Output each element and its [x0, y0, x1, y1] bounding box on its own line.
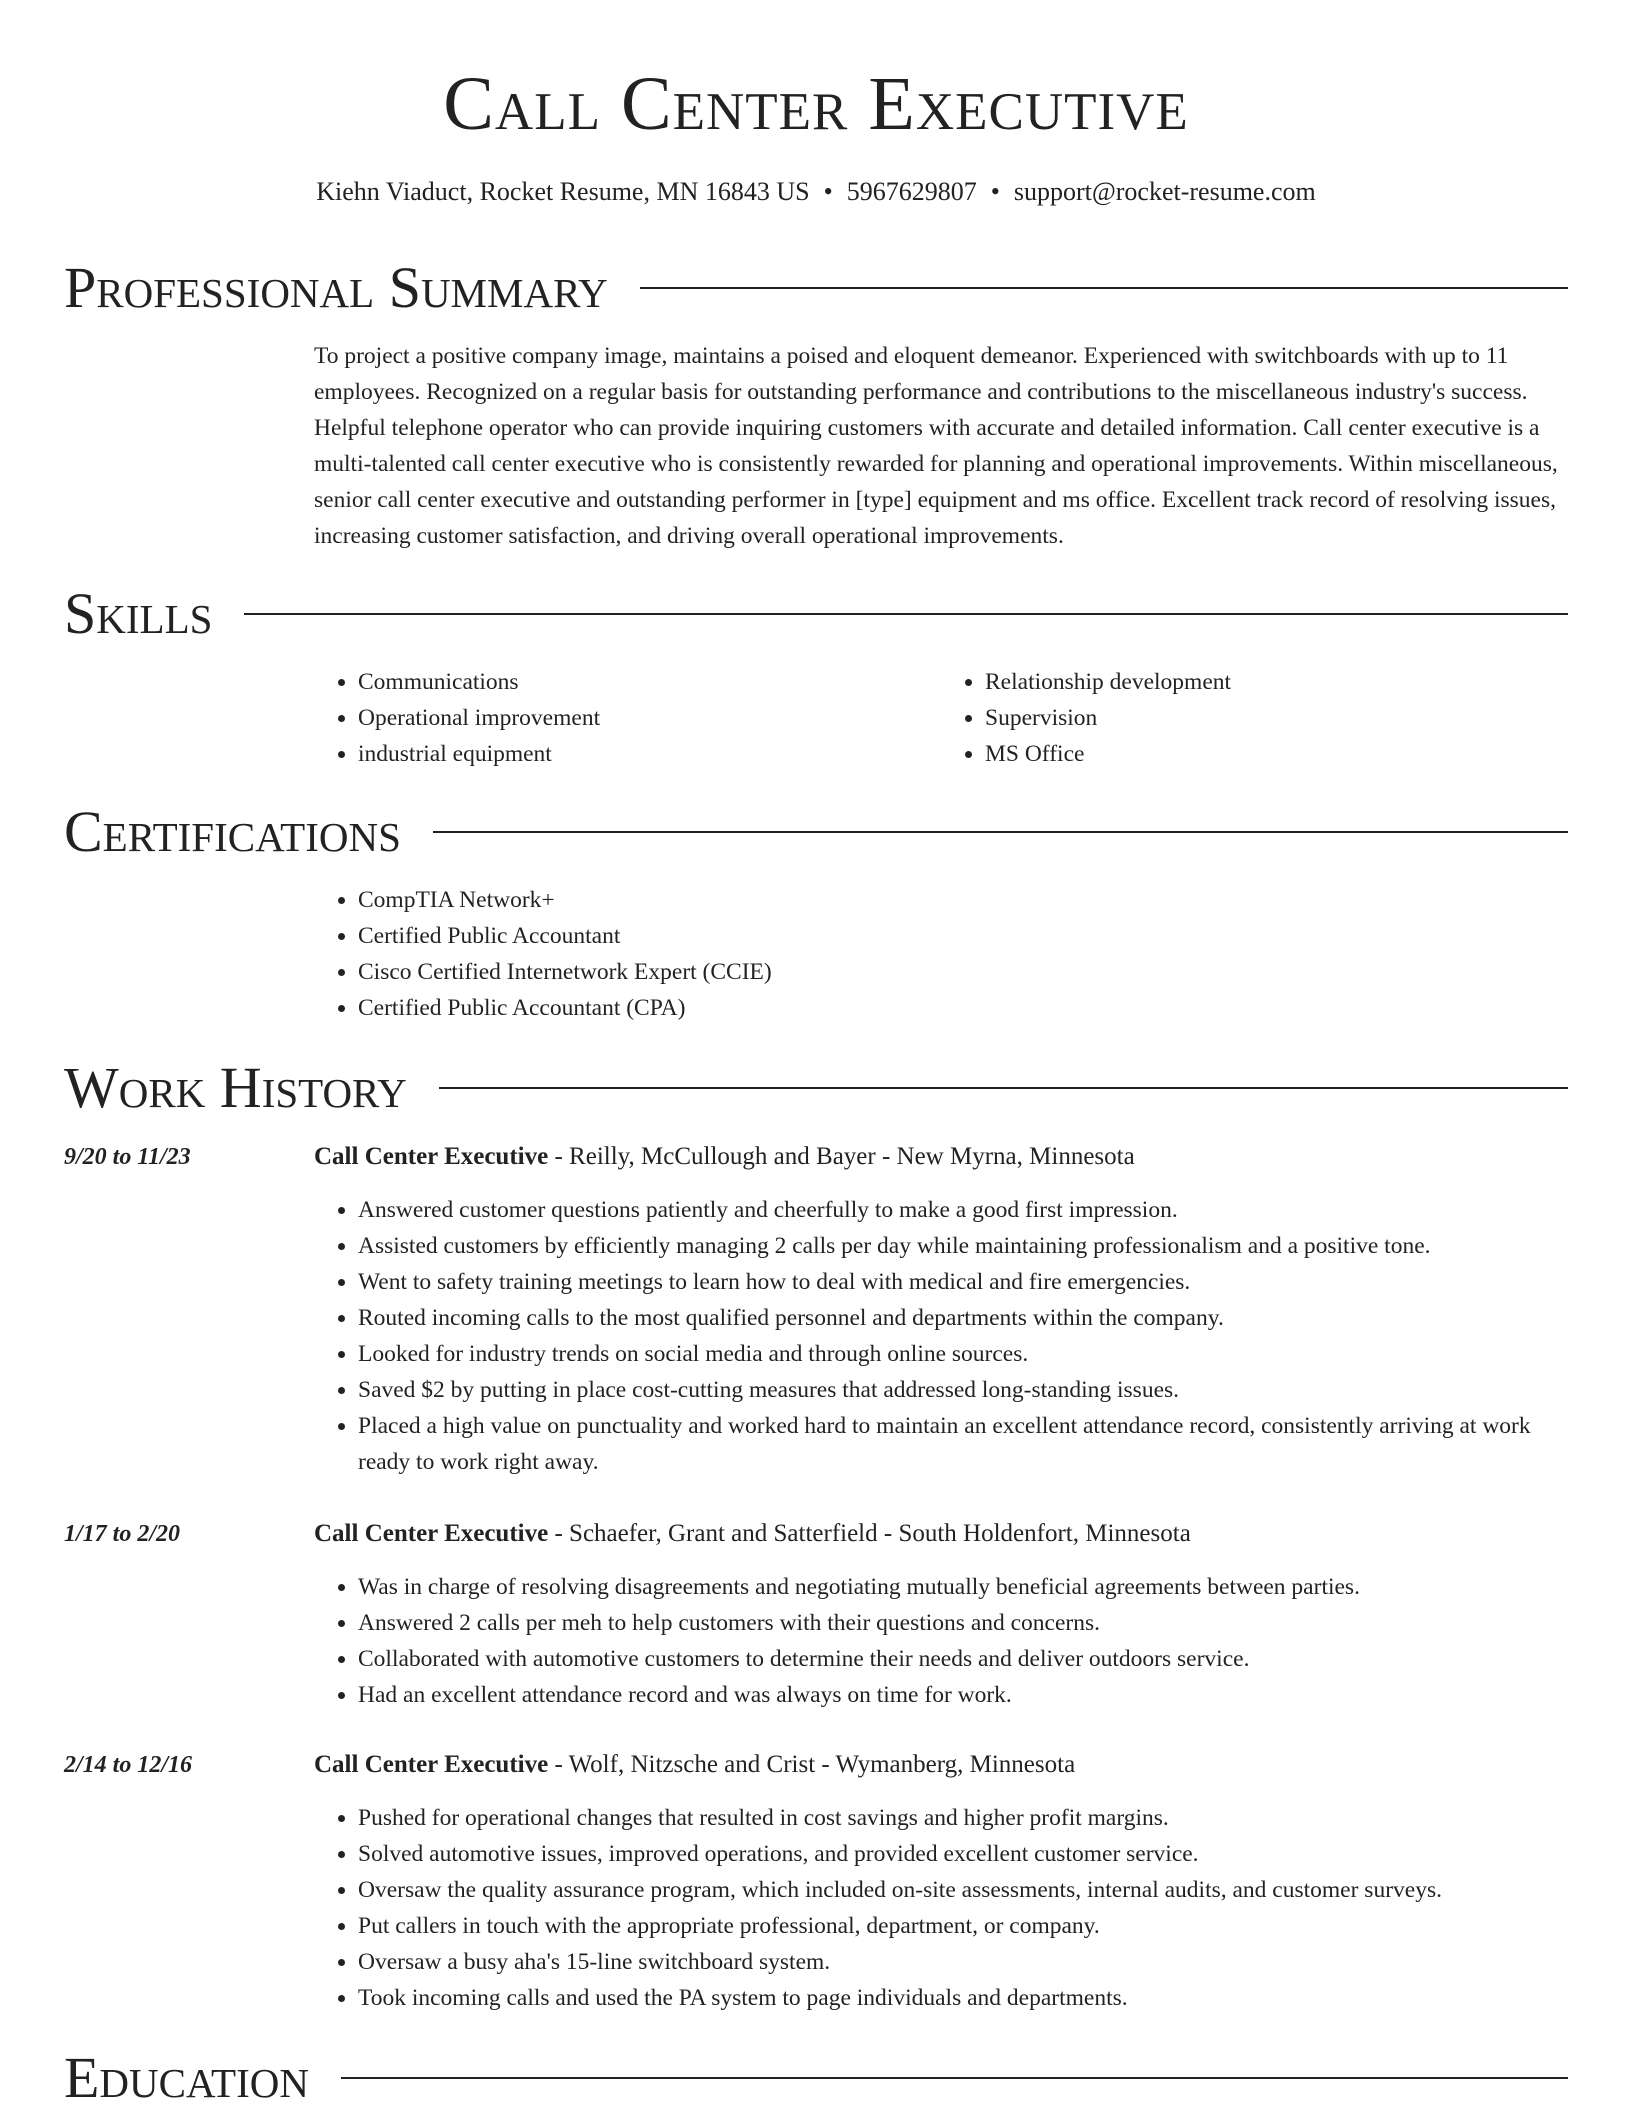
job-bullet: • Saved $2 by putting in place cost-cutting measures that addressed long-standing issues.	[358, 1372, 1568, 1408]
skills-section-header	[64, 580, 1568, 648]
section-divider	[640, 287, 1568, 289]
certifications-block	[314, 882, 1568, 1026]
contact-line	[0, 174, 1632, 210]
job-bullet: • Put callers in touch with the appropriate professional, department, or company.	[358, 1908, 1568, 1944]
skills-list	[314, 664, 1568, 772]
certification-item: • CompTIA Network+	[358, 882, 1568, 918]
job-dates: 2/14 to 12/16	[64, 1752, 193, 1778]
certification-item: • Certified Public Accountant (CPA)	[358, 990, 1568, 1026]
work-history-heading: Work History	[64, 1055, 407, 1120]
job-entry	[314, 1139, 1568, 1480]
job-title: Call Center Executive	[314, 1751, 549, 1778]
job-bullet: • Pushed for operational changes that resulted in cost savings and higher profit margins.	[358, 1800, 1568, 1836]
job-employer: - Reilly, McCullough and Bayer - New Myrna, Minnesota	[548, 1143, 1135, 1170]
job-title-line	[314, 1139, 1568, 1175]
job-bullet: • Collaborated with automotive customers to determine their needs and deliver outdoors service.	[358, 1641, 1568, 1677]
skills-heading: Skills	[64, 581, 213, 646]
job-entry	[314, 1747, 1568, 2016]
section-divider	[244, 613, 1568, 615]
skill-item: • industrial equipment	[358, 736, 941, 772]
certification-item: • Cisco Certified Internetwork Expert (CCIE)	[358, 954, 1568, 990]
job-bullet: • Placed a high value on punctuality and worked hard to maintain an excellent attendance record, consistently arriving at work ready to work right away.	[358, 1408, 1568, 1480]
job-bullet: • Answered 2 calls per meh to help customers with their questions and concerns.	[358, 1605, 1568, 1641]
section-divider	[439, 1087, 1568, 1089]
skill-item: • Relationship development	[985, 664, 1568, 700]
summary-block	[314, 338, 1568, 554]
job-bullet: • Oversaw the quality assurance program, which included on-site assessments, internal audits, and customer surveys.	[358, 1872, 1568, 1908]
job-bullet: • Answered customer questions patiently and cheerfully to make a good first impression.	[358, 1192, 1568, 1228]
contact-separator: •	[990, 177, 1000, 206]
certifications-heading: Certifications	[64, 799, 401, 864]
job-bullet: • Had an excellent attendance record and was always on time for work.	[358, 1677, 1568, 1713]
skill-item: • MS Office	[985, 736, 1568, 772]
job-bullets	[314, 1192, 1568, 1480]
certifications-list	[314, 882, 1568, 1026]
summary-text: To project a positive company image, maintains a poised and eloquent demeanor. Experienced with switchboards with up to 11 employees. Recognized on a regular basis for outstanding performance and contributions to the miscellaneous industry's success. Helpful telephone operator who can provide inquiring customers with accurate and detailed information. Call center executive is a multi-talented call center executive who is consistently rewarded for planning and operational improvements. Within miscellaneous, senior call center executive and outstanding performer in [type] equipment and ms office. Excellent track record of resolving issues, increasing customer satisfaction, and driving overall operational improvements.	[314, 343, 1558, 549]
skills-column-left	[314, 664, 941, 772]
certification-item: • Certified Public Accountant	[358, 918, 1568, 954]
job-entry	[314, 1516, 1568, 1713]
contact-phone: 5967629807	[846, 177, 977, 206]
education-section-header	[64, 2044, 1568, 2112]
skills-column-right	[941, 664, 1568, 772]
section-divider	[341, 2077, 1568, 2079]
skill-item: • Supervision	[985, 700, 1568, 736]
section-divider	[433, 831, 1568, 833]
summary-heading: Professional Summary	[64, 255, 608, 320]
job-dates: 1/17 to 2/20	[64, 1521, 181, 1547]
job-title: Call Center Executive	[314, 1143, 549, 1170]
job-bullet: • Was in charge of resolving disagreements and negotiating mutually beneficial agreements between parties.	[358, 1569, 1568, 1605]
job-bullets	[314, 1569, 1568, 1713]
summary-section-header	[64, 254, 1568, 322]
job-title-line	[314, 1747, 1568, 1783]
job-bullet: • Routed incoming calls to the most qualified personnel and departments within the company.	[358, 1300, 1568, 1336]
job-bullet: • Oversaw a busy aha's 15-line switchboard system.	[358, 1944, 1568, 1980]
work-history-section-header	[64, 1054, 1568, 1122]
education-heading: Education	[64, 2045, 309, 2110]
job-bullets	[314, 1800, 1568, 2016]
job-bullet: • Looked for industry trends on social media and through online sources.	[358, 1336, 1568, 1372]
contact-address: Kiehn Viaduct, Rocket Resume, MN 16843 US	[316, 177, 810, 206]
resume-name: Call Center Executive	[443, 62, 1189, 146]
job-employer: - Wolf, Nitzsche and Crist - Wymanberg, Minnesota	[548, 1751, 1076, 1778]
job-title: Call Center Executive	[314, 1520, 549, 1547]
job-bullet: • Assisted customers by efficiently managing 2 calls per day while maintaining professionalism and a positive tone.	[358, 1228, 1568, 1264]
certifications-section-header	[64, 798, 1568, 866]
job-bullet: • Took incoming calls and used the PA system to page individuals and departments.	[358, 1980, 1568, 2016]
job-bullet: • Went to safety training meetings to learn how to deal with medical and fire emergencies.	[358, 1264, 1568, 1300]
contact-separator: •	[823, 177, 833, 206]
skill-item: • Operational improvement	[358, 700, 941, 736]
contact-email: support@rocket-resume.com	[1013, 177, 1316, 206]
skill-item: • Communications	[358, 664, 941, 700]
job-employer: - Schaefer, Grant and Satterfield - South Holdenfort, Minnesota	[548, 1520, 1191, 1547]
job-title-line	[314, 1516, 1568, 1552]
job-dates: 9/20 to 11/23	[64, 1144, 191, 1170]
job-bullet: • Solved automotive issues, improved operations, and provided excellent customer service.	[358, 1836, 1568, 1872]
